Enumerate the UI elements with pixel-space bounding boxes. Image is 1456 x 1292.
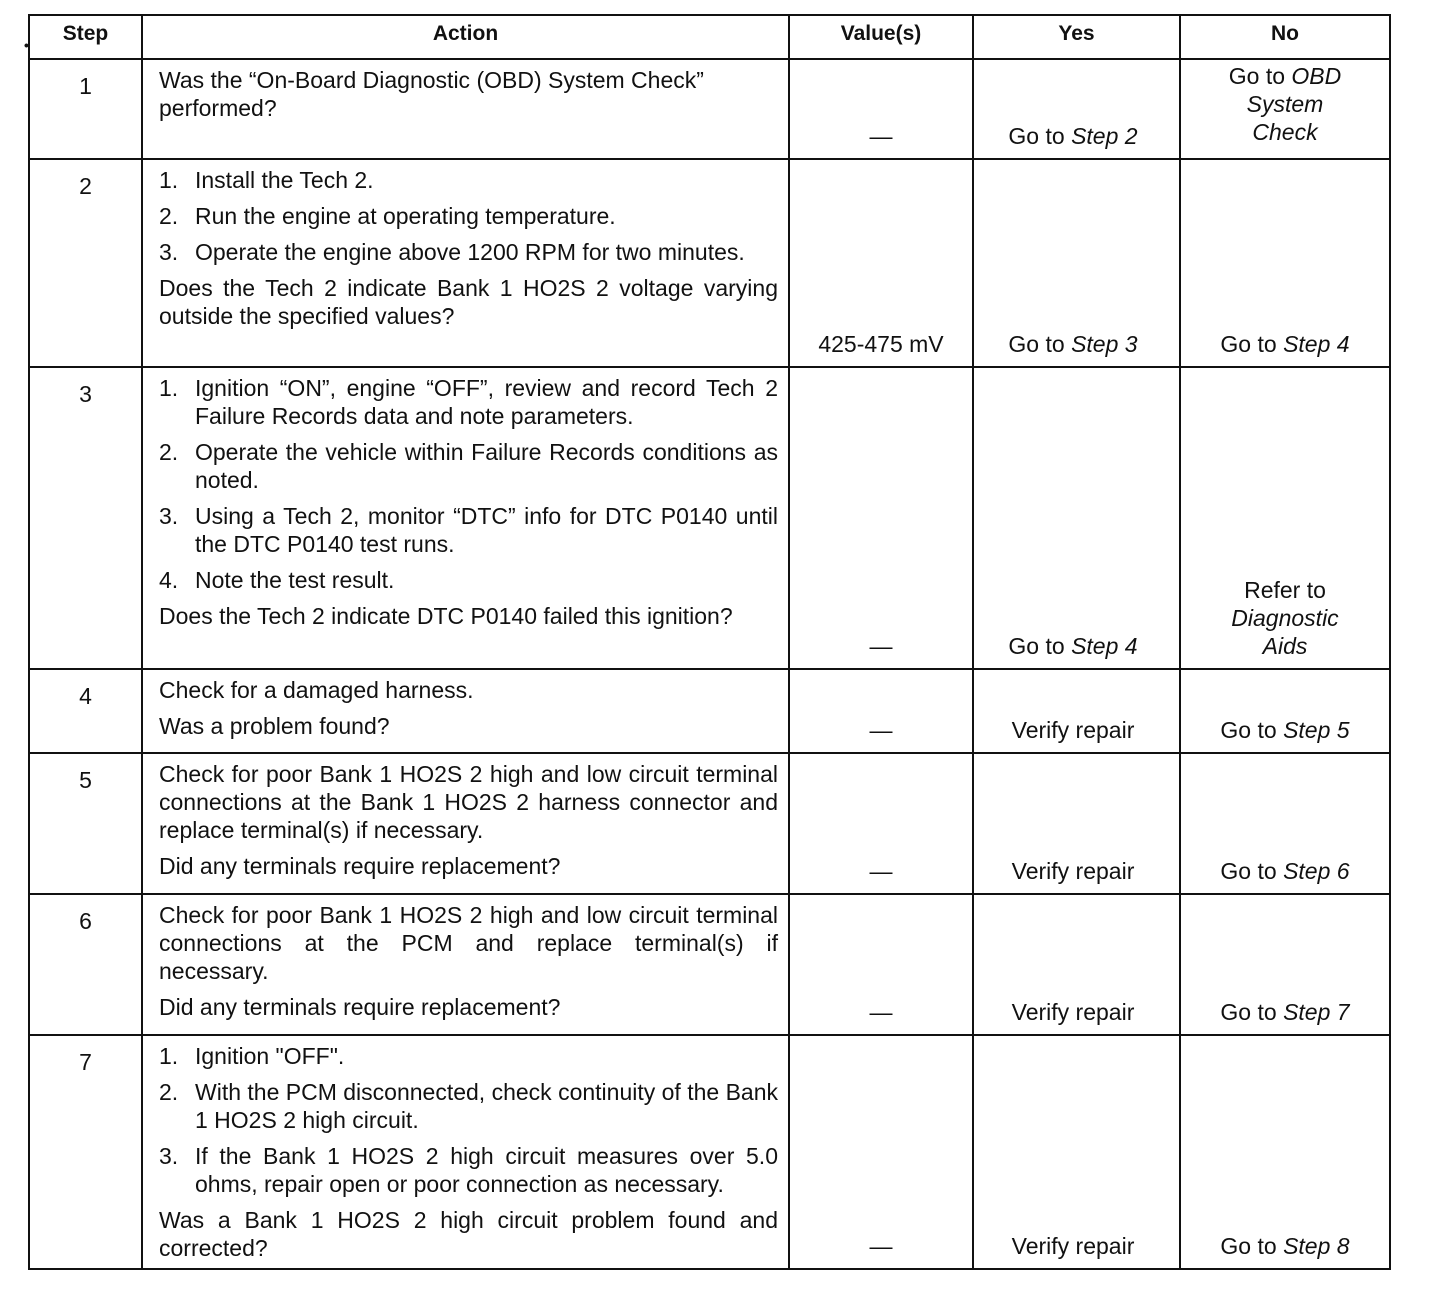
action-step: 3. Operate the engine above 1200 RPM for two minutes. (159, 239, 745, 265)
action-step: 1. Install the Tech 2. (159, 167, 374, 193)
diagnostic-table-sheet (24, 14, 1389, 1270)
yes-cell: Verify repair (973, 753, 1180, 894)
header-yes: Yes (973, 15, 1180, 59)
no-cell: Go to Step 7 (1180, 894, 1390, 1035)
action-step: 2. Operate the vehicle within Failure Records conditions as noted. (159, 439, 778, 493)
action-question: Did any terminals require replacement? (159, 994, 561, 1020)
action-cell (142, 669, 789, 753)
table-row (29, 669, 1390, 753)
no-cell: Go to Step 6 (1180, 753, 1390, 894)
table-row (29, 159, 1390, 367)
value-cell: — (789, 1035, 973, 1269)
action-step: 3. If the Bank 1 HO2S 2 high circuit measures over 5.0 ohms, repair open or poor connection as necessary. (159, 1143, 778, 1197)
diagnostic-table (24, 14, 1391, 1270)
value-cell: — (789, 894, 973, 1035)
yes-cell: Verify repair (973, 1035, 1180, 1269)
no-cell: Refer to Diagnostic Aids (1180, 367, 1390, 669)
action-steps (159, 166, 778, 266)
action-instruction: Check for poor Bank 1 HO2S 2 high and low circuit terminal connections at the PCM and replace terminal(s) if necessary. (159, 902, 778, 984)
action-step: 2. Run the engine at operating temperature. (159, 203, 616, 229)
yes-cell: Verify repair (973, 894, 1180, 1035)
header-action: Action (142, 15, 789, 59)
table-row (29, 59, 1390, 159)
step-number: 6 (29, 894, 142, 1035)
no-cell: Go to OBD System Check (1180, 59, 1390, 159)
header-values: Value(s) (789, 15, 973, 59)
action-step: 1. Ignition “ON”, engine “OFF”, review and record Tech 2 Failure Records data and note parameters. (159, 375, 778, 429)
step-number: 3 (29, 367, 142, 669)
action-step: 1. Ignition "OFF". (159, 1043, 345, 1069)
step-number: 7 (29, 1035, 142, 1269)
action-question: Was a problem found? (159, 713, 390, 739)
no-cell: Go to Step 4 (1180, 159, 1390, 367)
value-cell: — (789, 753, 973, 894)
yes-cell: Verify repair (973, 669, 1180, 753)
action-steps (159, 374, 778, 594)
action-question: Does the Tech 2 indicate Bank 1 HO2S 2 voltage varying outside the specified values? (159, 275, 778, 329)
value-cell: — (789, 669, 973, 753)
action-cell (142, 753, 789, 894)
step-number: 4 (29, 669, 142, 753)
action-instruction: Check for a damaged harness. (159, 677, 474, 703)
value-cell: 425-475 mV (789, 159, 973, 367)
table-row (29, 367, 1390, 669)
yes-cell: Go to Step 4 (973, 367, 1180, 669)
action-cell (142, 894, 789, 1035)
table-row (29, 1035, 1390, 1269)
header-step: • Step (29, 15, 142, 59)
table-header-row (29, 15, 1390, 59)
step-number: 2 (29, 159, 142, 367)
no-cell: Go to Step 8 (1180, 1035, 1390, 1269)
action-question: Does the Tech 2 indicate DTC P0140 failed this ignition? (159, 603, 733, 629)
action-step: 3. Using a Tech 2, monitor “DTC” info for DTC P0140 until the DTC P0140 test runs. (159, 503, 778, 557)
table-row (29, 894, 1390, 1035)
action-question: Did any terminals require replacement? (159, 853, 561, 879)
bullet-mark: • (24, 37, 29, 53)
action-cell (142, 1035, 789, 1269)
yes-cell: Go to Step 3 (973, 159, 1180, 367)
header-no: No (1180, 15, 1390, 59)
value-cell: — (789, 59, 973, 159)
action-step: 4. Note the test result. (159, 567, 395, 593)
action-cell (142, 59, 789, 159)
no-cell: Go to Step 5 (1180, 669, 1390, 753)
table-row (29, 753, 1390, 894)
step-number: 5 (29, 753, 142, 894)
action-question: Was a Bank 1 HO2S 2 high circuit problem found and corrected? (159, 1207, 778, 1261)
action-question: Was the “On-Board Diagnostic (OBD) System Check” performed? (159, 67, 704, 121)
action-steps (159, 1042, 778, 1198)
action-cell (142, 367, 789, 669)
value-cell: — (789, 367, 973, 669)
action-instruction: Check for poor Bank 1 HO2S 2 high and low circuit terminal connections at the Bank 1 HO2S 2 harness connector and replace terminal(s) if necessary. (159, 761, 778, 843)
action-step: 2. With the PCM disconnected, check continuity of the Bank 1 HO2S 2 high circuit. (159, 1079, 778, 1133)
action-cell (142, 159, 789, 367)
yes-cell: Go to Step 2 (973, 59, 1180, 159)
step-number: 1 (29, 59, 142, 159)
